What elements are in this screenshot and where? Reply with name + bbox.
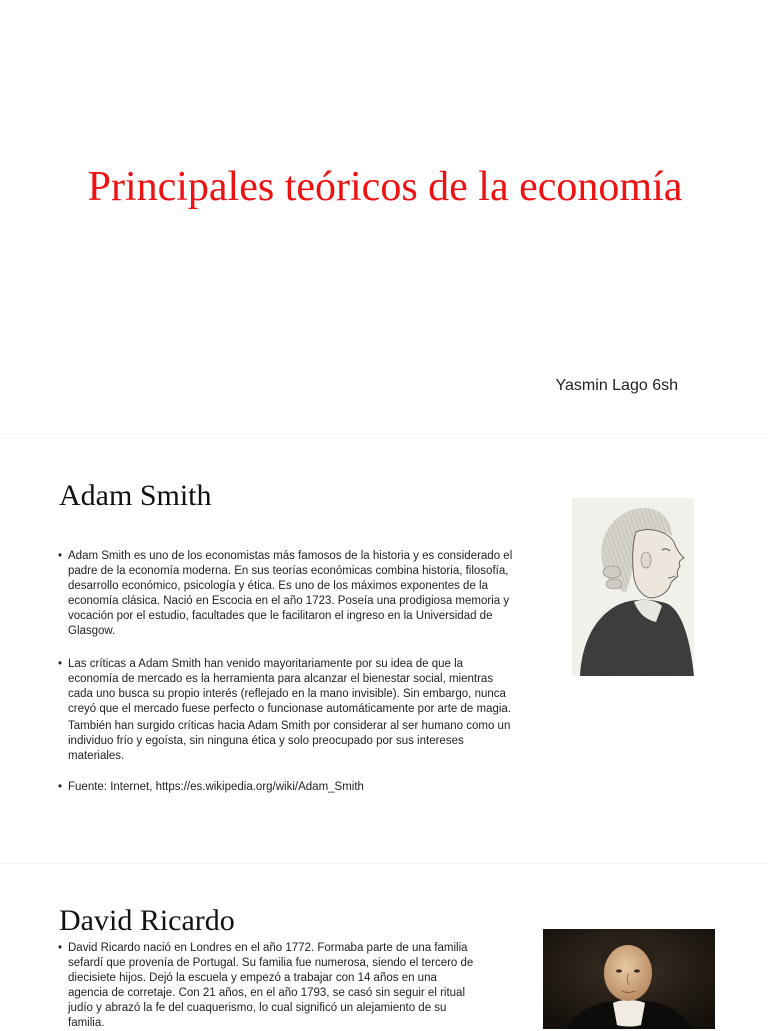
bullet-marker: • xyxy=(58,550,63,562)
adam-smith-portrait-engraving xyxy=(572,498,694,676)
david-ricardo-portrait-painting xyxy=(543,929,715,1029)
list-item xyxy=(58,657,514,717)
author-name: Yasmin Lago 6sh xyxy=(555,377,678,394)
cover-slide xyxy=(0,0,768,430)
adam-smith-heading: Adam Smith xyxy=(59,479,212,512)
slide-divider xyxy=(0,863,768,864)
adam-smith-criticism-text: Las críticas a Adam Smith han venido mayoritariamente por su idea de que la economía de mercado es la herramienta para alcanzar el bienestar social, mientras cada uno busca su propio interés (reflejado en la mano invisible). Sin embargo, nunca creyó que el mercado fuese perfecto o funcionase automáticamente por arte de magia. xyxy=(68,658,512,715)
david-ricardo-bio-text: David Ricardo nació en Londres en el año 1772. Formaba parte de una familia sefardí que provenía de Portugal. Su familia fue numerosa, siendo el tercero de diecisiete hijos. Dejó la escuela y empezó a trabajar con 14 años en una agencia de corretaje. Con 21 años, en el año 1793, se casó sin seguir el ritual judío y abrazó la fe del cuaquerismo, lo cual significó un alejamiento de su familia. xyxy=(68,942,474,1029)
slide-divider xyxy=(0,433,768,434)
adam-smith-criticism-paragraph xyxy=(58,719,514,764)
adam-smith-portrait xyxy=(572,498,694,676)
adam-smith-slide xyxy=(0,437,768,860)
bullet-marker: • xyxy=(58,658,63,670)
bullet-marker: • xyxy=(58,781,63,793)
adam-smith-bio-text: Adam Smith es uno de los economistas más famosos de la historia y es considerado el padre de la economía moderna. En sus teorías económicas combina historia, filosofía, desarrollo económico, psicología y ética. Es uno de los máximos exponentes de la economía clásica. Nació en Escocia en el año 1723. Poseía una prodigiosa memoria y vocación por el estudio, facultades que le facilitaron el ingreso en la Universidad de Glasgow. xyxy=(68,550,513,637)
david-ricardo-heading: David Ricardo xyxy=(59,904,235,937)
david-ricardo-slide xyxy=(0,868,768,1029)
presentation-title: Principales teóricos de la economía xyxy=(87,164,683,210)
bullet-marker: • xyxy=(58,942,63,954)
david-ricardo-portrait xyxy=(543,929,715,1029)
list-item xyxy=(58,941,478,1031)
adam-smith-source-text: Fuente: Internet, https://es.wikipedia.org/wiki/Adam_Smith xyxy=(68,781,364,793)
david-ricardo-body xyxy=(58,941,478,1031)
adam-smith-paragraph-text: También han surgido críticas hacia Adam Smith por considerar al ser humano como un individuo frío y egoísta, sin ninguna ética y solo preocupado por sus intereses materiales. xyxy=(68,720,511,762)
list-item xyxy=(58,780,514,795)
adam-smith-body xyxy=(58,549,514,795)
list-item xyxy=(58,549,514,639)
